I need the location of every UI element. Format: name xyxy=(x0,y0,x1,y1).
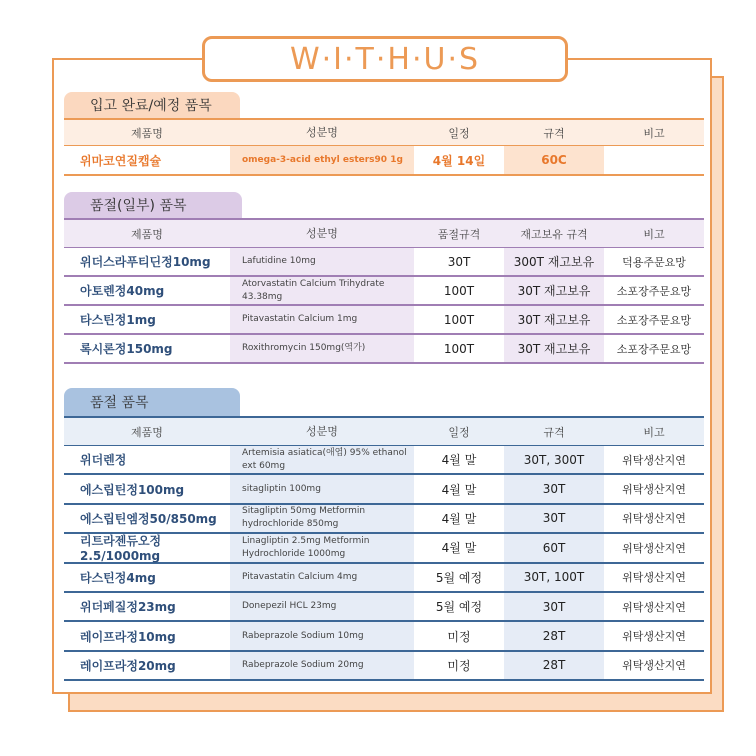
row-cell: 에스립틴정100mg xyxy=(64,475,230,502)
column-header: 일정 xyxy=(448,425,470,439)
table-row xyxy=(64,652,704,681)
column-header: 제품명 xyxy=(131,227,163,241)
row-cell xyxy=(604,146,704,174)
row-cell: 28T xyxy=(504,622,604,649)
row-cell: 30T, 300T xyxy=(504,446,604,473)
partial-table xyxy=(64,218,704,368)
row-cell: 30T xyxy=(414,248,504,275)
row-cell: 록시론정150mg xyxy=(64,335,230,362)
row-cell: 위탁생산지연 xyxy=(604,652,704,679)
table-row xyxy=(64,146,704,176)
table-header xyxy=(64,118,704,146)
row-cell: 100T xyxy=(414,306,504,333)
row-cell: omega-3-acid ethyl esters90 1g xyxy=(230,146,414,174)
row-cell: 4월 말 xyxy=(414,505,504,532)
row-cell: 위탁생산지연 xyxy=(604,622,704,649)
row-cell: 리트라젠듀오정2.5/1000mg xyxy=(64,534,230,561)
column-header: 재고보유 규격 xyxy=(520,227,588,241)
column-header: 비고 xyxy=(643,425,665,439)
column-header: 일정 xyxy=(448,126,470,140)
row-cell: 5월 예정 xyxy=(414,564,504,591)
row-cell: 미정 xyxy=(414,652,504,679)
row-cell: 레이프라정20mg xyxy=(64,652,230,679)
row-cell: 60C xyxy=(504,146,604,174)
column-header: 성분명 xyxy=(306,227,338,240)
table-row xyxy=(64,593,704,622)
column-header: 성분명 xyxy=(306,425,338,438)
row-cell: Lafutidine 10mg xyxy=(230,248,414,275)
row-cell: 타스틴정1mg xyxy=(64,306,230,333)
row-cell: Pitavastatin Calcium 4mg xyxy=(230,564,414,591)
row-cell: 5월 예정 xyxy=(414,593,504,620)
row-cell: Roxithromycin 150mg(역가) xyxy=(230,335,414,362)
column-header: 규격 xyxy=(543,126,565,140)
row-cell: 위탁생산지연 xyxy=(604,593,704,620)
section-tab-partial: 품절(일부) 품목 xyxy=(64,192,242,218)
column-header: 비고 xyxy=(643,126,665,140)
row-cell: 위더페질정23mg xyxy=(64,593,230,620)
row-cell: 30T xyxy=(504,475,604,502)
table-row xyxy=(64,475,704,504)
row-cell: 100T xyxy=(414,335,504,362)
column-header: 제품명 xyxy=(131,126,163,140)
column-header: 성분명 xyxy=(306,126,338,139)
row-cell: 위탁생산지연 xyxy=(604,505,704,532)
table-row xyxy=(64,306,704,335)
row-cell: 100T xyxy=(414,277,504,304)
column-header: 규격 xyxy=(543,425,565,439)
row-cell: Linagliptin 2.5mg Metformin Hydrochloride 1000mg xyxy=(230,534,414,561)
table-row xyxy=(64,446,704,475)
row-cell: 28T xyxy=(504,652,604,679)
section-tab-soldout: 품절 품목 xyxy=(64,388,240,416)
row-cell: 4월 말 xyxy=(414,446,504,473)
row-cell: 위더스라푸티딘정10mg xyxy=(64,248,230,275)
row-cell: Atorvastatin Calcium Trihydrate 43.38mg xyxy=(230,277,414,304)
row-cell: Artemisia asiatica(애엽) 95% ethanol ext 60mg xyxy=(230,446,414,473)
table-row xyxy=(64,564,704,593)
table-row xyxy=(64,622,704,651)
section-tab-arrived: 입고 완료/예정 품목 xyxy=(64,92,240,118)
row-cell: 소포장주문요망 xyxy=(604,277,704,304)
row-cell: 미정 xyxy=(414,622,504,649)
table-header xyxy=(64,416,704,446)
arrived-table xyxy=(64,118,704,178)
table-row xyxy=(64,534,704,563)
row-cell: Rabeprazole Sodium 20mg xyxy=(230,652,414,679)
row-cell: 레이프라정10mg xyxy=(64,622,230,649)
soldout-table xyxy=(64,416,704,682)
column-header: 비고 xyxy=(643,227,665,241)
row-cell: 위탁생산지연 xyxy=(604,446,704,473)
row-cell: sitagliptin 100mg xyxy=(230,475,414,502)
row-cell: 에스립틴엠정50/850mg xyxy=(64,505,230,532)
table-row xyxy=(64,505,704,534)
row-cell: 위탁생산지연 xyxy=(604,475,704,502)
table-row xyxy=(64,335,704,364)
table-row xyxy=(64,277,704,306)
row-cell: 4월 14일 xyxy=(414,146,504,174)
row-cell: 60T xyxy=(504,534,604,561)
row-cell: Pitavastatin Calcium 1mg xyxy=(230,306,414,333)
row-cell: 30T, 100T xyxy=(504,564,604,591)
row-cell: 타스틴정4mg xyxy=(64,564,230,591)
row-cell: 덕용주문요망 xyxy=(604,248,704,275)
row-cell: 4월 말 xyxy=(414,475,504,502)
table-row xyxy=(64,248,704,277)
withus-logo: W·I·T·H·U·S xyxy=(202,36,568,82)
row-cell: Donepezil HCL 23mg xyxy=(230,593,414,620)
row-cell: 위탁생산지연 xyxy=(604,534,704,561)
row-cell: 소포장주문요망 xyxy=(604,306,704,333)
row-cell: 30T xyxy=(504,505,604,532)
column-header: 품절규격 xyxy=(437,227,481,241)
row-cell: 30T xyxy=(504,593,604,620)
table-header xyxy=(64,218,704,248)
row-cell: 위마코연질캡슐 xyxy=(64,146,230,174)
row-cell: 위탁생산지연 xyxy=(604,564,704,591)
row-cell: 위더렌정 xyxy=(64,446,230,473)
column-header: 제품명 xyxy=(131,425,163,439)
row-cell: 30T 재고보유 xyxy=(504,306,604,333)
row-cell: Sitagliptin 50mg Metformin hydrochloride 850mg xyxy=(230,505,414,532)
row-cell: 30T 재고보유 xyxy=(504,335,604,362)
row-cell: 30T 재고보유 xyxy=(504,277,604,304)
row-cell: 4월 말 xyxy=(414,534,504,561)
row-cell: 소포장주문요망 xyxy=(604,335,704,362)
row-cell: Rabeprazole Sodium 10mg xyxy=(230,622,414,649)
row-cell: 아토렌정40mg xyxy=(64,277,230,304)
row-cell: 300T 재고보유 xyxy=(504,248,604,275)
